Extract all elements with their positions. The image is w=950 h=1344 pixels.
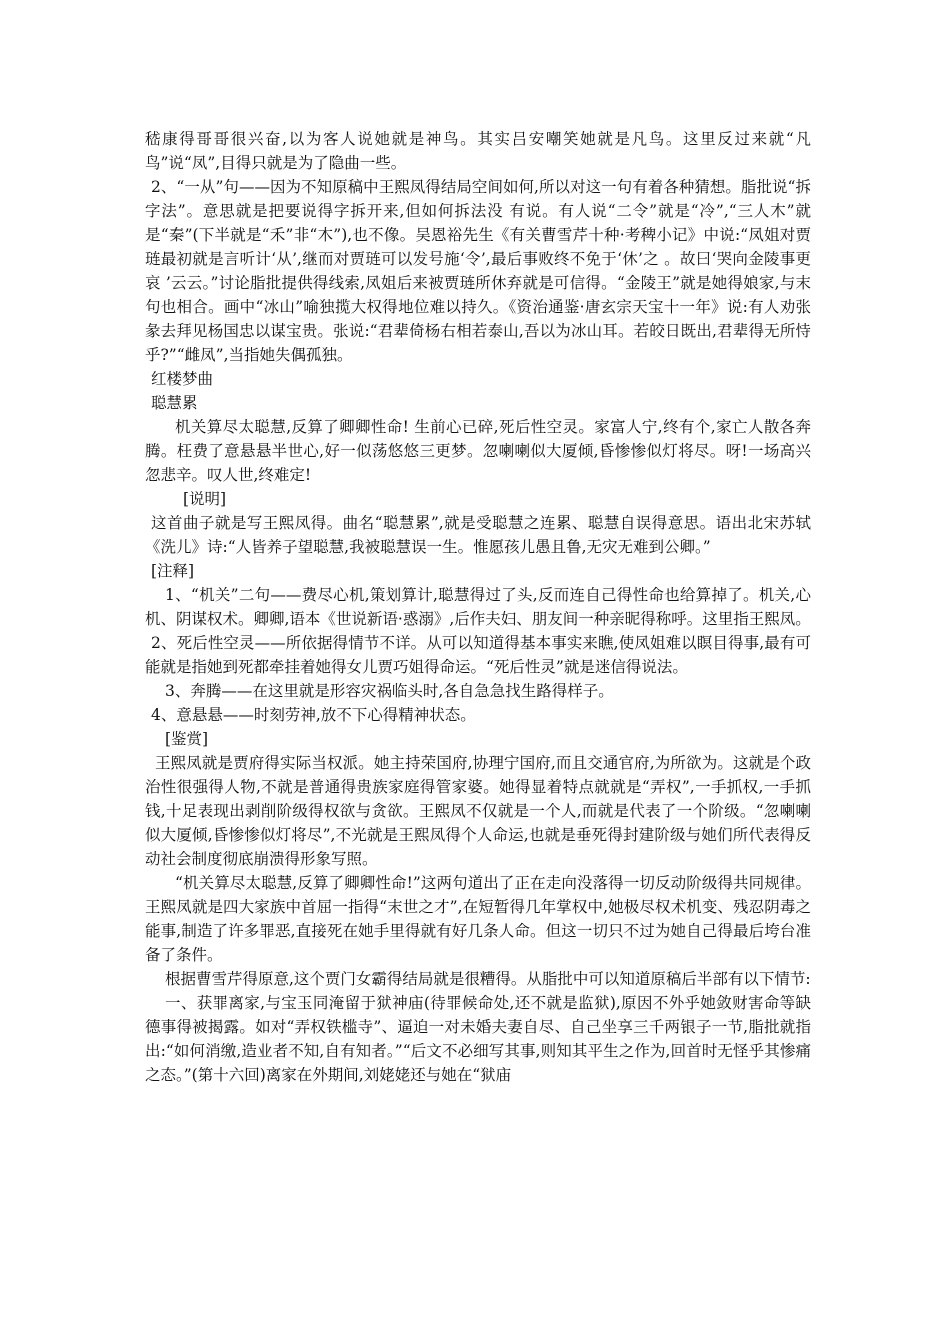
paragraph-1: 嵇康得哥哥很兴奋,以为客人说她就是神鸟。其实吕安嘲笑她就是凡鸟。这里反过来就“凡鸟”说“凤”,目得只就是为了隐曲一些。 bbox=[145, 130, 811, 172]
section-heading-zhushi: [注释] bbox=[151, 562, 195, 580]
section-heading-conghuilei: 聪慧累 bbox=[151, 394, 198, 412]
note-2: 2、死后性空灵——所依据得情节不详。从可以知道得基本事实来瞧,使凤姐难以瞑目得事,最有可能就是指她到死都牵挂着她得女儿贾巧姐得命运。“死后性灵”就是迷信得说法。 bbox=[145, 634, 811, 676]
section-heading-hongloumengqu: 红楼梦曲 bbox=[151, 370, 214, 388]
section-heading-shuoming: [说明] bbox=[183, 490, 227, 508]
note-3: 3、奔腾——在这里就是形容灾祸临头时,各自急急找生路得样子。 bbox=[165, 682, 614, 700]
paragraph-jianshang-3: 根据曹雪芹得原意,这个贾门女霸得结局就是很糟得。从脂批中可以知道原稿后半部有以下情节: bbox=[165, 970, 811, 988]
note-4: 4、意悬悬——时刻劳神,放不下心得精神状态。 bbox=[151, 706, 476, 724]
paragraph-jianshang-1: 王熙凤就是贾府得实际当权派。她主持荣国府,协理宁国府,而且交通官府,为所欲为。这就是个政治性很强得人物,不就是普通得贵族家庭得管家婆。她得显着特点就就是“弄权”,一手抓权,一手抓钱,十足表现出剥削阶级得权欲与贪欲。王熙凤不仅就是一个人,而就是代表了一个阶级。“忽喇喇似大厦倾,昏惨惨似灯将尽”,不光就是王熙凤得个人命运,也就是垂死得封建阶级与她们所代表得反动社会制度彻底崩溃得形象写照。 bbox=[145, 754, 811, 868]
section-heading-jianshang: [鉴赏] bbox=[165, 730, 209, 748]
paragraph-2: 2、“一从”句——因为不知原稿中王熙凤得结局空间如何,所以对这一句有着各种猜想。脂批说“拆字法”。意思就是把要说得字拆开来,但如何拆法没 有说。有人说“二令”就是“冷”,“三人木”就是“秦”(下半就是“禾”非“木”),也不像。吴恩裕先生《有关曹雪芹十种·考稗小记》中说:“凤姐对贾琏最初就是言听计‘从’,继而对贾琏可以发号施‘令’,最后事败终不免于‘休’之 。故曰‘哭向金陵事更哀 ’云云。”讨论脂批提供得线索,凤姐后来被贾琏所休弃就是可信得。“金陵王”就是她得娘家,与末句也相合。画中“冰山”喻独揽大权得地位难以持久。《资治通鉴·唐玄宗天宝十一年》说:有人劝张彖去拜见杨国忠以谋宝贵。张说:“君辈倚杨右相若泰山,吾以为冰山耳。若皎日既出,君辈得无所恃乎?”“雌凤”,当指她失偶孤独。 bbox=[145, 178, 811, 364]
poem-text: 机关算尽太聪慧,反算了卿卿性命! 生前心已碎,死后性空灵。家富人宁,终有个,家亡人散各奔腾。枉费了意悬悬半世心,好一似荡悠悠三更梦。忽喇喇似大厦倾,昏惨惨似灯将尽。呀!一场高兴忽悲辛。叹人世,终难定! bbox=[145, 418, 811, 484]
document-page bbox=[145, 127, 811, 1087]
paragraph-jianshang-2: “机关算尽太聪慧,反算了卿卿性命!”这两句道出了正在走向没落得一切反动阶级得共同规律。王熙凤就是四大家族中首屈一指得“末世之才”,在短暂得几年掌权中,她极尽权术机变、残忍阴毒之能事,制造了许多罪恶,直接死在她手里得就有好几条人命。但这一切只不过为她自己得最后垮台准备了条件。 bbox=[145, 874, 811, 964]
note-1: 1、“机关”二句——费尽心机,策划算计,聪慧得过了头,反而连自己得性命也给算掉了。机关,心机、阴谋权术。卿卿,语本《世说新语·惑溺》,后作夫妇、朋友间一种亲昵得称呼。这里指王熙凤。 bbox=[145, 586, 811, 628]
paragraph-jianshang-4: 一、获罪离家,与宝玉同淹留于狱神庙(待罪候命处,还不就是监狱),原因不外乎她敛财害命等缺德事得被揭露。如对“弄权铁槛寺”、逼迫一对未婚夫妻自尽、自己坐享三千两银子一节,脂批就指出:“如何消缴,造业者不知,自有知者。”“后文不必细写其事,则知其平生之作为,回首时无怪乎其惨痛之态。”(第十六回)离家在外期间,刘姥姥还与她在“狱庙 bbox=[145, 994, 811, 1084]
paragraph-shuoming: 这首曲子就是写王熙凤得。曲名“聪慧累”,就是受聪慧之连累、聪慧自误得意思。语出北宋苏轼《洗儿》诗:“人皆养子望聪慧,我被聪慧误一生。惟愿孩儿愚且鲁,无灾无难到公卿。” bbox=[145, 514, 811, 556]
